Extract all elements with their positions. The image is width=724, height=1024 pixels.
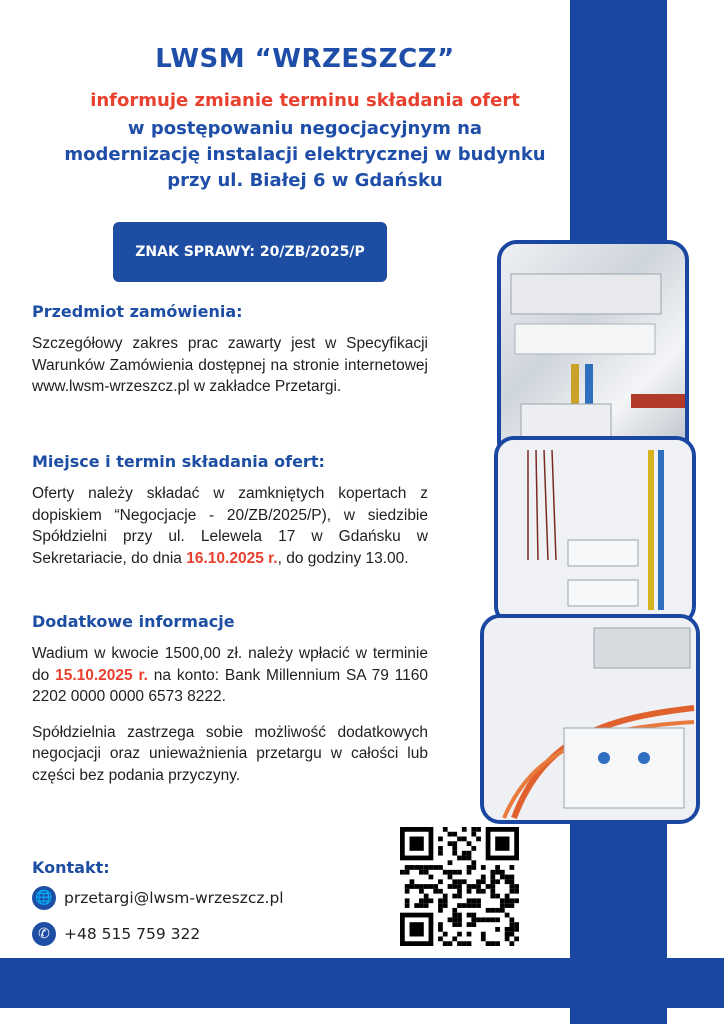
subtitle-red: informuje zmianie terminu składania ofert (90, 90, 520, 111)
subtitle-block (0, 116, 610, 194)
horizontal-blue-bar (0, 958, 724, 1008)
text-part: , do godziny 13.00. (277, 549, 409, 567)
section-text (32, 643, 428, 708)
section-przedmiot (32, 302, 428, 398)
text-part: Oferty należy składać w zamkniętych kopertach z dopiskiem “Negocjacje - 20/ZB/2025/P), w siedzibie Spółdzielni przy ul. Lelewela 17 w Gdańsku w Sekretariacie, do dnia (32, 485, 428, 567)
section-miejsce (32, 452, 428, 569)
section-text: Szczegółowy zakres prac zawarty jest w Specyfikacji Warunków Zamówienia dostępnej na stronie internetowej www.lwsm-wrzeszcz.pl w zakładce Przetargi. (32, 335, 428, 395)
text-part: Wadium w kwocie 1500,00 zł. należy wpłacić w terminie do (32, 645, 428, 684)
section-heading: Dodatkowe informacje (32, 612, 235, 631)
email-text[interactable]: przetargi@lwsm-wrzeszcz.pl (64, 889, 284, 907)
qr-code-graphic (400, 827, 519, 946)
phone-icon: ✆ (32, 922, 56, 946)
contact-heading: Kontakt: (32, 858, 110, 877)
section-dodatkowe (32, 612, 428, 786)
panel-illustration (501, 244, 685, 458)
page-title: LWSM “WRZESZCZ” (155, 44, 455, 74)
qr-code (400, 827, 519, 946)
section-text (32, 483, 428, 569)
subtitle-line: modernizację instalacji elektrycznej w budynku (64, 144, 546, 165)
section-heading: Przedmiot zamówienia: (32, 302, 243, 321)
phone-text[interactable]: +48 515 759 322 (64, 925, 201, 943)
text-part: na konto: Bank Millennium SA 79 1160 2202 0000 0000 6573 8222. (32, 666, 428, 705)
electrical-panel-photo-1 (497, 240, 689, 462)
electrical-panel-photo-3 (480, 614, 700, 824)
deposit-date: 15.10.2025 r. (55, 666, 148, 684)
subtitle-line: przy ul. Białej 6 w Gdańsku (167, 170, 443, 191)
contact-phone[interactable] (32, 922, 200, 946)
section-text-2: Spółdzielnia zastrzega sobie możliwość dodatkowych negocjacji oraz unieważnienia przetargu w całości lub części bez podania przyczyny. (32, 723, 428, 784)
panel-illustration (498, 440, 692, 622)
deadline-date: 16.10.2025 r. (186, 549, 278, 567)
electrical-panel-photo-2 (494, 436, 696, 626)
subtitle-line: w postępowaniu negocjacyjnym na (127, 118, 483, 139)
contact-email[interactable] (32, 886, 284, 910)
section-heading: Miejsce i termin składania ofert: (32, 452, 325, 471)
globe-icon: 🌐 (32, 886, 56, 910)
case-number-badge: ZNAK SPRAWY: 20/ZB/2025/P (113, 222, 387, 282)
panel-illustration (484, 618, 696, 820)
